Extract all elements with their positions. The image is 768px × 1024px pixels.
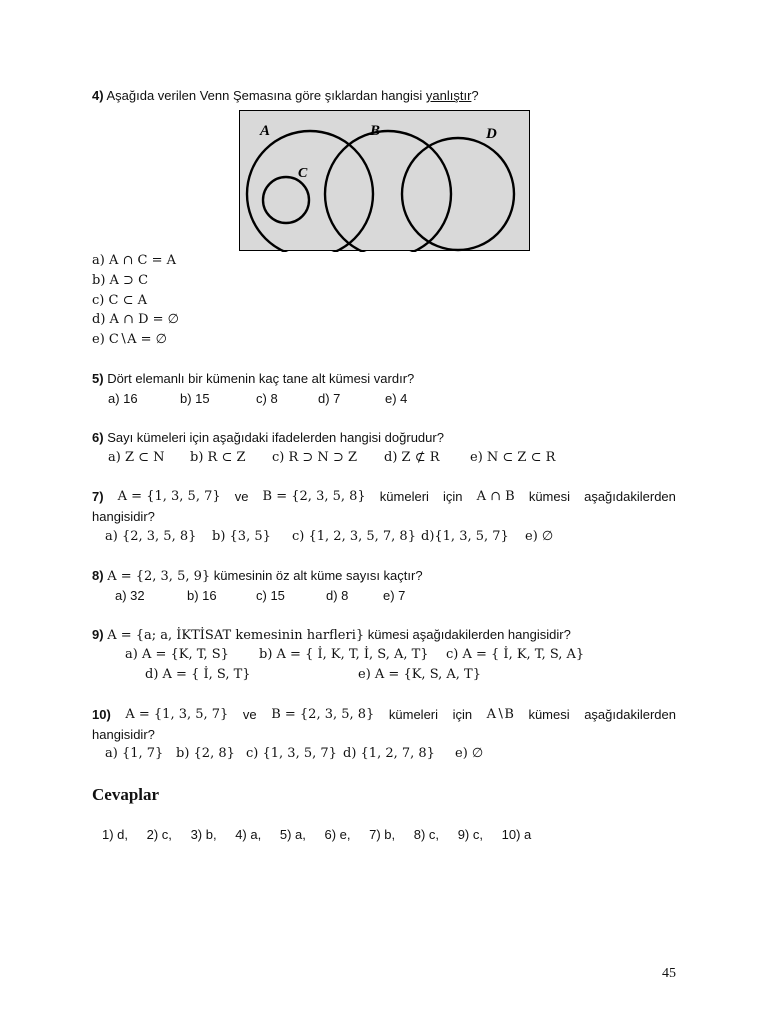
answers-list (102, 827, 546, 842)
q4-option-a: a) A ∩ C = A (92, 253, 176, 268)
question-10-difference: A∖B (486, 707, 514, 722)
q7-option-b: b) {3, 5} (212, 529, 271, 544)
question-7-set-a: A = {1, 3, 5, 7} (117, 489, 221, 504)
question-10-set-a: A = {1, 3, 5, 7} (125, 707, 229, 722)
answer-10: 10) a (501, 827, 532, 842)
question-7-set-b: B = {2, 3, 5, 8} (262, 489, 366, 504)
question-8-number: 8) (92, 568, 104, 583)
answer-3: 3) b, (190, 827, 217, 842)
q7-option-a: a) {2, 3, 5, 8} (105, 529, 197, 544)
question-10-set-b: B = {2, 3, 5, 8} (271, 707, 375, 722)
q10-option-d: d) {1, 2, 7, 8} (343, 746, 435, 761)
q10-option-b: b) {2, 8} (176, 746, 235, 761)
question-10-word-kumesi: kümesi (528, 707, 570, 722)
question-9-set: A = {a; a, İKTİSAT kemesinin harfleri} (107, 628, 365, 643)
venn-label-b: B (370, 123, 381, 139)
question-4 (92, 87, 479, 104)
q4-option-c: c) C ⊂ A (92, 293, 147, 308)
q9-option-c: c) A = { İ, K, T, S, A} (446, 647, 585, 662)
q6-option-b: b) R ⊂ Z (190, 450, 246, 465)
q7-option-e: e) ∅ (525, 529, 554, 544)
question-8 (92, 567, 423, 585)
q9-option-e: e) A = {K, S, A, T} (358, 667, 481, 682)
q5-option-c: c) 8 (256, 391, 278, 406)
q10-option-a: a) {1, 7} (105, 746, 164, 761)
q5-option-a: a) 16 (108, 391, 138, 406)
question-10-line2: hangisidir? (92, 727, 155, 742)
answer-2: 2) c, (146, 827, 172, 842)
q10-option-c: c) {1, 3, 5, 7} (246, 746, 337, 761)
q6-option-d: d) Z ⊄ R (384, 450, 440, 465)
q7-option-d: d){1, 3, 5, 7} (421, 529, 509, 544)
question-8-text: kümesinin öz alt küme sayısı kaçtır? (210, 568, 423, 583)
q8-option-d: d) 8 (326, 588, 349, 603)
question-6-number: 6) (92, 430, 104, 445)
q8-option-e: e) 7 (383, 588, 406, 603)
q4-option-d: d) A ∩ D = ∅ (92, 312, 179, 327)
answers-heading: Cevaplar (92, 785, 160, 804)
question-4-mark: ? (471, 88, 479, 103)
answer-7: 7) b, (369, 827, 396, 842)
q5-option-d: d) 7 (318, 391, 341, 406)
q6-option-c: c) R ⊃ N ⊃ Z (272, 450, 357, 465)
q4-option-e: e) C∖A = ∅ (92, 332, 167, 347)
question-7-line2: hangisidir? (92, 509, 155, 524)
venn-label-c: C (298, 166, 308, 181)
q5-option-e: e) 4 (385, 391, 408, 406)
question-6-text: Sayı kümeleri için aşağıdaki ifadelerden hangisi doğrudur? (107, 430, 444, 445)
q6-option-a: a) Z ⊂ N (108, 450, 165, 465)
answer-5: 5) a, (279, 827, 306, 842)
q9-option-a: a) A = {K, T, S} (125, 647, 229, 662)
venn-label-a: A (260, 123, 271, 139)
answer-6: 6) e, (324, 827, 351, 842)
question-9-number: 9) (92, 627, 104, 642)
question-10-word-ve: ve (242, 707, 257, 722)
answer-8: 8) c, (413, 827, 440, 842)
question-9-text: kümesi aşağıdakilerden hangisidir? (364, 627, 571, 642)
question-10-word-asagidakilerden: aşağıdakilerden (584, 707, 676, 722)
question-4-number: 4) (92, 88, 104, 103)
answer-4: 4) a, (235, 827, 262, 842)
q8-option-c: c) 15 (256, 588, 285, 603)
q10-option-e: e) ∅ (455, 746, 484, 761)
question-8-set: A = {2, 3, 5, 9} (107, 569, 211, 584)
question-7-word-ve: ve (234, 489, 249, 504)
q7-option-c: c) {1, 2, 3, 5, 7, 8} (292, 529, 416, 544)
answer-9: 9) c, (457, 827, 483, 842)
q5-option-b: b) 15 (180, 391, 210, 406)
venn-diagram (239, 110, 531, 252)
question-4-text: Aşağıda verilen Venn Şemasına göre şıklardan hangisi (106, 88, 426, 103)
venn-label-d: D (486, 126, 497, 142)
question-6 (92, 429, 444, 446)
answer-1: 1) d, (102, 827, 129, 842)
question-7-word-kumesi: kümesi (528, 489, 570, 504)
q8-option-b: b) 16 (187, 588, 217, 603)
question-5-text: Dört elemanlı bir kümenin kaç tane alt kümesi vardır? (107, 371, 415, 386)
question-9 (92, 626, 571, 644)
question-7-word-kumeleri: kümeleri (379, 489, 429, 504)
page-number: 45 (662, 966, 676, 981)
question-7-word-icin: için (443, 489, 463, 504)
question-7-number: 7) (92, 489, 104, 504)
q9-option-b: b) A = { İ, K, T, İ, S, A, T} (259, 647, 429, 662)
question-7-intersection: A ∩ B (476, 489, 515, 504)
q8-option-a: a) 32 (115, 588, 145, 603)
question-7 (92, 488, 676, 505)
question-5-number: 5) (92, 371, 104, 386)
question-7-word-asagidakilerden: aşağıdakilerden (584, 489, 676, 504)
q6-option-e: e) N ⊂ Z ⊂ R (470, 450, 556, 465)
question-10 (92, 706, 676, 723)
q9-option-d: d) A = { İ, S, T} (145, 667, 251, 682)
question-10-number: 10) (92, 707, 111, 722)
question-5 (92, 370, 414, 387)
question-4-underlined: yanlıştır (425, 88, 472, 103)
question-10-word-icin: için (452, 707, 473, 722)
q4-option-b: b) A ⊃ C (92, 273, 149, 288)
question-10-word-kumeleri: kümeleri (388, 707, 439, 722)
